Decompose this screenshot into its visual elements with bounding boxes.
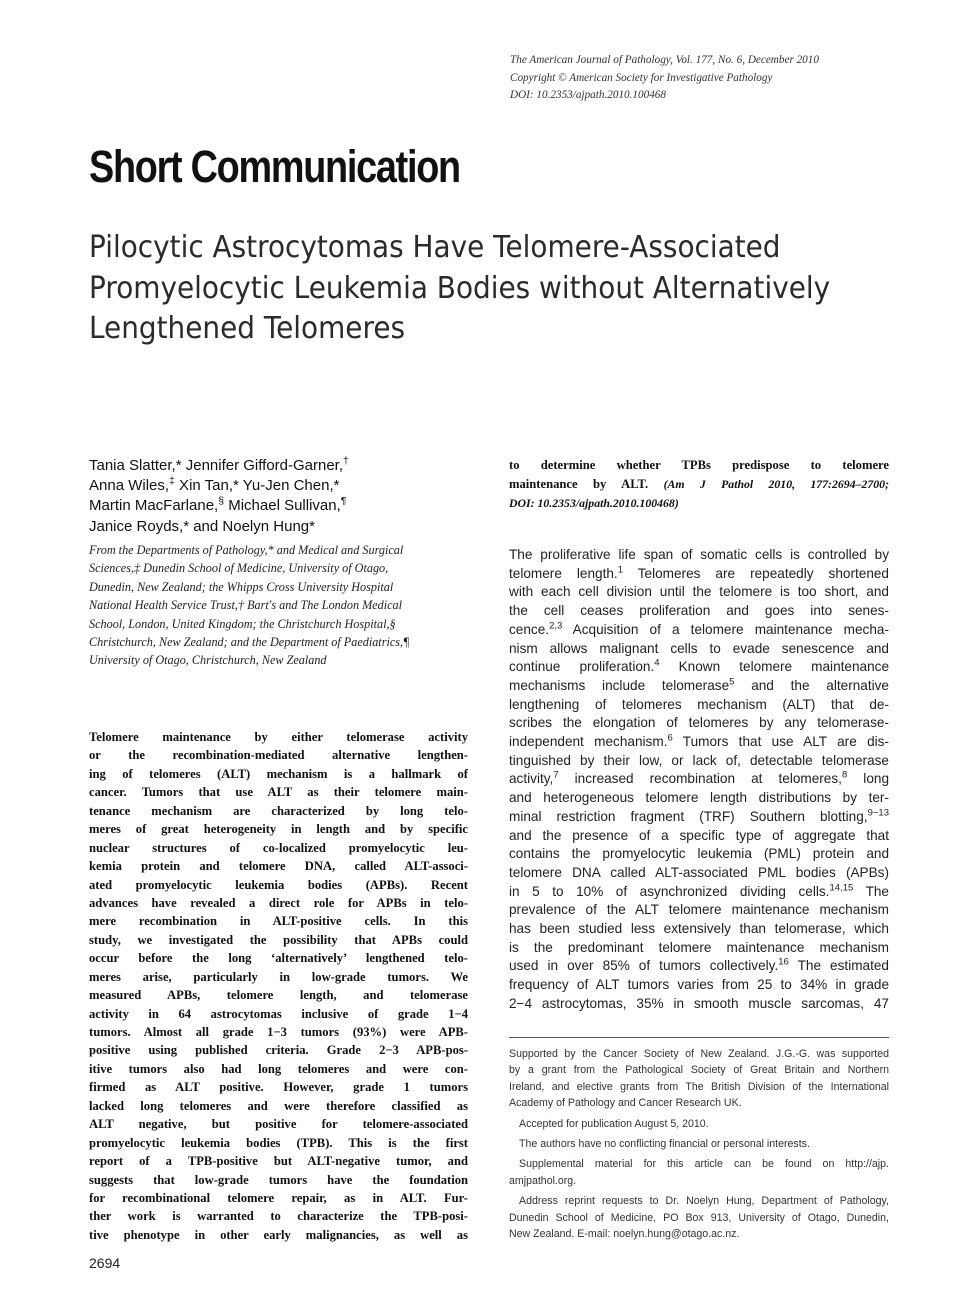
reference-number: 4 (654, 657, 660, 669)
body-text: Known telomere maintenance (659, 659, 890, 675)
body-text: continue proliferation. (509, 659, 655, 675)
body-text: mechanisms include telomerase (509, 677, 730, 693)
body-text: contains the promyelocytic leukemia (PML) protein and (509, 846, 889, 862)
supplemental-note-line: amjpathol.org. (509, 1174, 577, 1187)
abstract-line: to determine whether TPBs predispose to telomere (509, 458, 889, 472)
abstract-line: firmed as ALT positive. However, grade 1 tumors (89, 1080, 468, 1095)
abstract-line: tive phenotype in other early malignancies, as well as (89, 1227, 468, 1242)
reference-number: 8 (841, 769, 848, 781)
abstract-line: ALT negative, but positive for telomere-associated (89, 1117, 468, 1132)
abstract-line: lacked long telomeres and were therefore classified as (89, 1098, 468, 1113)
author-list (89, 456, 489, 537)
body-line (509, 995, 889, 1014)
body-line (509, 565, 889, 584)
abstract-line: Telomere maintenance by either telomerase activity (89, 730, 468, 744)
reference-number: 5 (729, 676, 735, 688)
abstract-line: ther work is warranted to characterize the TPB-posi- (89, 1209, 468, 1224)
body-text: telomere length. (509, 565, 618, 581)
body-text: used in over 85% of tumors collectively. (509, 958, 779, 974)
abstract-line (509, 475, 889, 494)
author-text: Anna Wiles, (89, 477, 170, 495)
body-text: in 5 to 10% of asynchronized dividing cells. (509, 883, 830, 899)
author-text: Janice Royds,* and Noelyn Hung* (89, 517, 315, 535)
abstract-line: tumors. Almost all grade 1−3 tumors (93%) were APB- (89, 1025, 468, 1039)
title-line: Promyelocytic Leukemia Bodies without Alternatively (89, 270, 831, 306)
supplemental-note-line: Supplemental material for this article can be found on http://ajp. (519, 1158, 889, 1171)
body-line (509, 770, 889, 789)
body-text: The estimated (788, 958, 889, 974)
body-text: minal restriction fragment (TRF) Southern blotting, (509, 808, 868, 824)
abstract-line: meres of great heterogeneity in length and by specific (89, 822, 468, 837)
body-line (509, 864, 889, 883)
body-text: and the presence of a specific type of aggregate that (509, 827, 889, 843)
affiliation-line: University of Otago, Christchurch, New Zealand (89, 653, 327, 668)
body-text: prevalence of the ALT telomere maintenance mechanism (509, 902, 889, 918)
journal-citation: The American Journal of Pathology, Vol. 177, No. 6, December 2010 (510, 54, 819, 66)
abstract (89, 728, 468, 1244)
author-line (89, 496, 489, 516)
abstract-line: ated promyelocytic leukemia bodies (APBs). Recent (89, 877, 468, 892)
body-text: independent mechanism. (509, 734, 668, 750)
author-text: Xin Tan,* Yu-Jen Chen,* (174, 477, 340, 495)
abstract-line: positive using published criteria. Grade 2−3 APB-pos- (89, 1043, 468, 1058)
body-line (509, 621, 889, 640)
body-text: cence. (509, 621, 550, 637)
body-text: has been studied less extensively than telomerase, which (509, 921, 889, 937)
author-text: Martin MacFarlane, (89, 497, 219, 515)
body-text: and heterogeneous telomere length distributions by ter- (509, 790, 889, 806)
body-text: increased recombination at telomeres, (558, 771, 842, 787)
affiliation-line: Sciences,‡ Dunedin School of Medicine, University of Otago, (89, 561, 389, 576)
body-text: is the predominant telomere maintenance mechanism (509, 939, 889, 955)
body-text: frequency of ALT tumors varies from 25 to 34% in grade (509, 977, 889, 993)
body-text: activity, (509, 771, 554, 787)
affiliation-mark: † (343, 455, 349, 467)
journal-doi: DOI: 10.2353/ajpath.2010.100468 (510, 89, 666, 101)
journal-header (510, 52, 930, 105)
abstract-line: suggests that low-grade tumors have the foundation (89, 1172, 468, 1187)
body-line (509, 640, 889, 659)
body-text: The (853, 883, 889, 899)
body-text: 2−4 astrocytomas, 35% in smooth muscle sarcomas, 47 (509, 995, 889, 1011)
body-line (509, 789, 889, 808)
body-line (509, 901, 889, 920)
funding-note-line: Ireland, and elective grants from The British Division of the International (509, 1080, 889, 1093)
reference-number: 6 (667, 732, 673, 744)
body-line (509, 752, 889, 771)
abstract-continuation (509, 456, 889, 513)
body-text: nism allows malignant cells to evade senescence and (509, 640, 889, 656)
body-text: Acquisition of a telomere maintenance mecha- (562, 621, 889, 637)
body-line (509, 957, 889, 976)
address-note-line: Address reprint requests to Dr. Noelyn Hung, Department of Pathology, (519, 1195, 889, 1208)
body-line (509, 714, 889, 733)
body-text: long (847, 771, 890, 787)
author-text: Tania Slatter,* Jennifer Gifford-Garner, (89, 457, 344, 474)
author-line (89, 476, 489, 496)
abstract-line: mere recombination in ALT-positive cells. In this (89, 914, 468, 929)
body-line (509, 808, 889, 827)
body-line (509, 976, 889, 995)
abstract-line: occur before the long ‘alternatively’ lengthened telo- (89, 951, 468, 966)
body-line (509, 733, 889, 752)
address-note-line: Dunedin School of Medicine, PO Box 913, University of Otago, Dunedin, (509, 1211, 889, 1224)
title-line: Lengthened Telomeres (89, 311, 406, 346)
body-line (509, 546, 889, 565)
body-text: Telomeres are repeatedly shortened (623, 565, 889, 581)
abstract-line: report of a TPB-positive but ALT-negative tumor, and (89, 1154, 468, 1169)
affiliation-line: National Health Service Trust,† Bart's and The London Medical (89, 598, 403, 613)
affiliation-line: Dunedin, New Zealand; the Whipps Cross University Hospital (89, 579, 394, 594)
body-line (509, 920, 889, 939)
body-text: the cell ceases proliferation and goes into senes- (509, 603, 889, 619)
abstract-line (509, 494, 889, 513)
reference-number: 2,3 (549, 620, 563, 632)
reference-number: 14,15 (829, 882, 854, 894)
body-line (509, 883, 889, 902)
abstract-line: activity in 64 astrocytomas inclusive of grade 1−4 (89, 1006, 468, 1021)
article-title (89, 228, 880, 350)
abstract-line: cancer. Tumors that use ALT as their telomere main- (89, 785, 468, 800)
funding-note-line: by a grant from the Pathological Society of Great Britain and Northern (509, 1064, 889, 1077)
author-text: Michael Sullivan, (224, 497, 341, 515)
affiliation-line: From the Departments of Pathology,* and Medical and Surgical (89, 543, 404, 557)
citation-text: (Am J Pathol 2010, 177:2694–2700; (663, 477, 889, 491)
abstract-line: for recombinational telomere repair, as in ALT. Fur- (89, 1190, 468, 1205)
body-text: Tumors that use ALT are dis- (672, 734, 889, 750)
citation-doi: DOI: 10.2353/ajpath.2010.100468) (509, 496, 679, 510)
reference-number: 7 (553, 769, 559, 781)
body-text (509, 546, 889, 1014)
affiliation-line: Christchurch, New Zealand; and the Department of Paediatrics,¶ (89, 635, 410, 650)
reference-number: 9−13 (867, 807, 889, 819)
body-text: telomere DNA called ALT-associated PML bodies (APBs) (509, 864, 889, 880)
page-number: 2694 (89, 1255, 121, 1271)
abstract-text: maintenance by ALT. (509, 477, 649, 491)
reference-number: 16 (778, 956, 789, 968)
body-text: scribes the elongation of telomeres by any telomerase- (509, 715, 889, 731)
abstract-line: ing of telomeres (ALT) mechanism is a hallmark of (89, 766, 468, 781)
author-line (89, 456, 489, 476)
body-line (509, 827, 889, 846)
affiliation-mark: ¶ (340, 495, 347, 508)
body-text: and the alternative (734, 677, 889, 693)
body-line (509, 602, 889, 621)
abstract-line: promyelocytic leukemia bodies (TPB). This is the first (89, 1135, 468, 1150)
affiliation-line: School, London, United Kingdom; the Christchurch Hospital,§ (89, 616, 396, 631)
abstract-line: measured APBs, telomere length, and telomerase (89, 988, 468, 1003)
accepted-note: Accepted for publication August 5, 2010. (519, 1117, 709, 1130)
journal-copyright: Copyright © American Society for Investigative Pathology (510, 71, 773, 84)
abstract-line: kemia protein and telomere DNA, called ALT-associ- (89, 859, 468, 874)
affiliation-mark: § (218, 495, 225, 508)
body-line (509, 939, 889, 958)
body-text: The proliferative life span of somatic cells is controlled by (509, 547, 889, 562)
author-line (89, 517, 489, 537)
body-line (509, 845, 889, 864)
section-label: Short Communication (89, 141, 460, 192)
abstract-line: itive tumors also had long telomeres and were con- (89, 1061, 468, 1076)
footnotes (509, 1046, 889, 1242)
abstract-line: meres arise, particularly in low-grade tumors. We (89, 969, 468, 984)
abstract-line: nuclear structures of co-localized promyelocytic leu- (89, 840, 468, 855)
body-line (509, 583, 889, 602)
body-line (509, 658, 889, 677)
footnote-divider (509, 1037, 889, 1038)
body-text: lengthening of telomeres mechanism (ALT) that de- (509, 696, 889, 712)
abstract-line: or the recombination-mediated alternative lengthen- (89, 748, 468, 763)
affiliation-mark: ‡ (169, 475, 175, 488)
address-note-line: New Zealand. E-mail: noelyn.hung@otago.ac.nz. (509, 1228, 740, 1241)
title-line: Pilocytic Astrocytomas Have Telomere-Associated (89, 230, 781, 265)
abstract-line: advances have revealed a direct role for APBs in telo- (89, 895, 468, 910)
funding-note-line: Supported by the Cancer Society of New Zealand. J.G.-G. was supported (509, 1048, 889, 1060)
body-line (509, 696, 889, 715)
abstract-line: tenance mechanism are characterized by long telo- (89, 803, 468, 818)
funding-note-line: Academy of Pathology and Cancer Research UK. (509, 1097, 742, 1110)
reference-number: 1 (617, 564, 623, 576)
abstract-line: study, we investigated the possibility that APBs could (89, 932, 468, 947)
affiliations (89, 541, 469, 670)
body-line (509, 677, 889, 696)
conflict-note: The authors have no conflicting financial or personal interests. (519, 1138, 810, 1151)
body-text: with each cell division until the telomere is too short, and (509, 584, 889, 600)
body-text: tinguished by their low, or lack of, detectable telomerase (509, 752, 889, 768)
